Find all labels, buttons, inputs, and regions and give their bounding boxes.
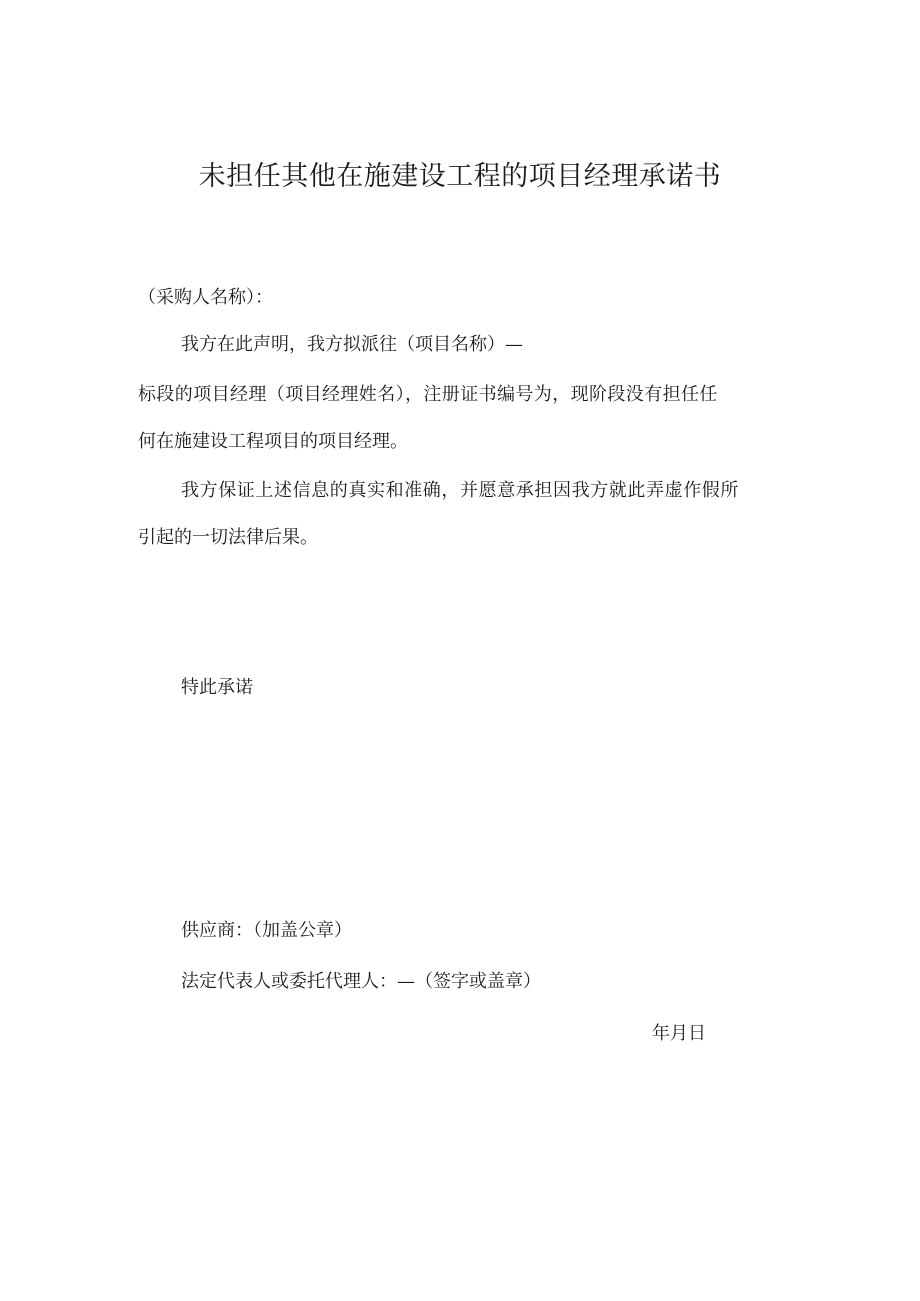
closing-statement: 特此承诺 — [181, 677, 253, 698]
guarantee-line-1: 我方保证上述信息的真实和准确，并愿意承担因我方就此弄虚作假所 — [181, 480, 739, 501]
declaration-line-2: 标段的项目经理（项目经理姓名），注册证书编号为，现阶段没有担任任 — [138, 384, 718, 405]
declaration-line-3: 何在施建设工程项目的项目经理。 — [138, 431, 408, 452]
representative-signature-line: 法定代表人或委托代理人：—（签字或盖章） — [181, 971, 541, 992]
guarantee-line-2: 引起的一切法律后果。 — [138, 527, 318, 548]
supplier-signature-line: 供应商：（加盖公章） — [181, 920, 352, 941]
date-line: 年月日 — [652, 1023, 706, 1044]
addressee-line: （采购人名称）： — [138, 287, 273, 308]
document-title: 未担任其他在施建设工程的项目经理承诺书 — [198, 161, 722, 192]
declaration-line-1: 我方在此声明，我方拟派往（项目名称）— — [181, 334, 523, 355]
